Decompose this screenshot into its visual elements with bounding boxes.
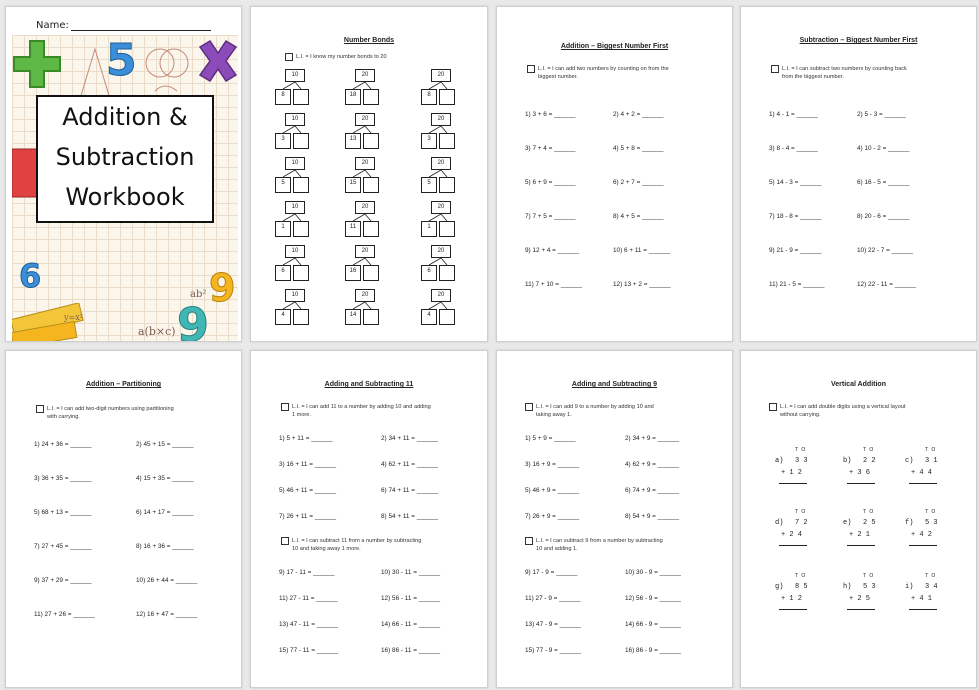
bond-connector [365,302,371,309]
addend-top: 3 3 [795,457,808,465]
li-line-2: with carrying. [47,414,80,420]
bond-connector [365,258,371,265]
bond-connector [283,302,295,309]
name-underline [71,30,211,31]
question-item: 14) 66 - 11 = ______ [381,621,441,628]
question-item: 15) 77 - 11 = ______ [279,647,339,654]
addend-top: 3 1 [925,457,938,465]
bond-part-box: 5 [275,177,291,193]
learning-intention-add [281,403,481,423]
answer-line[interactable] [779,545,807,546]
bond-connector [441,258,447,265]
bond-whole-box: 20 [431,113,451,126]
page-title: Adding and Subtracting 11 [324,381,414,388]
question-item: 8) 54 + 9 = ______ [625,513,680,520]
question-item: 9) 21 - 9 = ______ [769,247,822,254]
bond-connector [441,170,447,177]
li-line-1: L.I. = I can subtract two numbers by counting back [782,66,907,72]
question-item: 5) 68 + 13 = ______ [34,509,92,516]
question-item: 11) 21 - 5 = ______ [769,281,825,288]
bond-part-box: 13 [345,133,361,149]
add-subtract-11-page [250,350,488,688]
addend-bottom: + 4 4 [911,469,933,477]
page-title: Adding and Subtracting 9 [571,381,658,388]
tens-ones-header: T O [925,509,937,515]
bond-whole-box: 20 [431,201,451,214]
question-item: 7) 26 + 9 = ______ [525,513,580,520]
li-line-1: L.I. = I can subtract 9 from a number by subtracting [536,538,663,544]
bond-part-box: 16 [345,265,361,281]
bond-answer-box[interactable] [293,221,309,237]
bond-whole-box: 10 [285,245,305,258]
question-item: 10) 30 - 11 = ______ [381,569,441,576]
bond-connector [441,214,447,221]
addend-top: 5 3 [863,583,876,591]
question-item: 9) 17 - 9 = ______ [525,569,578,576]
question-item: 1) 24 + 36 = ______ [34,441,92,448]
tens-ones-header: T O [925,447,937,453]
bond-whole-box: 10 [285,289,305,302]
bond-whole-box: 20 [355,289,375,302]
tens-ones-header: T O [925,573,937,579]
bond-part-box: 6 [421,265,437,281]
answer-line[interactable] [909,545,937,546]
cover-title-line-1: Addition & [62,103,188,131]
question-item: 11) 27 - 9 = ______ [525,595,581,602]
question-item: 6) 74 + 11 = ______ [381,487,439,494]
addend-bottom: + 4 1 [911,595,933,603]
question-item: 16) 86 - 9 = ______ [625,647,681,654]
bond-connector [295,170,301,177]
addend-bottom: + 1 2 [781,595,803,603]
question-item: 3) 8 - 4 = ______ [769,145,818,152]
question-item: 10) 6 + 11 = ______ [613,247,671,254]
question-item: 16) 86 - 11 = ______ [381,647,441,654]
bond-answer-box[interactable] [293,177,309,193]
checkbox[interactable] [769,403,777,411]
question-item: 4) 62 + 11 = ______ [381,461,439,468]
bond-whole-box: 20 [355,201,375,214]
checkbox[interactable] [281,403,289,411]
cover-title [36,95,214,223]
bond-whole-box: 20 [355,245,375,258]
answer-line[interactable] [779,483,807,484]
number-bonds-page [250,6,488,342]
bond-answer-box[interactable] [439,265,455,281]
question-item: 12) 56 - 9 = ______ [625,595,681,602]
bond-connector [353,214,365,221]
page-title: Addition – Biggest Number First [560,43,669,50]
bond-part-box: 6 [275,265,291,281]
add-subtract-9-page [496,350,733,688]
question-item: 3) 36 + 35 = ______ [34,475,92,482]
bond-connector [295,258,301,265]
bond-connector [365,214,371,221]
bond-connector [295,82,301,89]
learning-intention [771,65,971,85]
question-item: 5) 46 + 11 = ______ [279,487,337,494]
addend-top: 2 5 [863,519,876,527]
problem-label: b) [843,457,852,465]
question-item: 15) 77 - 9 = ______ [525,647,581,654]
question-item: 2) 45 + 15 = ______ [136,441,194,448]
bond-connector [429,302,441,309]
li-line-2: 1 more. [292,412,311,418]
learning-intention-subtract [525,537,725,557]
li-line-1: L.I. = I can add two-digit numbers using partitioning [47,406,174,412]
question-item: 13) 47 - 9 = ______ [525,621,581,628]
bond-connector [365,170,371,177]
question-item: 10) 26 + 44 = ______ [136,577,198,584]
bond-connector [295,302,301,309]
question-item: 12) 56 - 11 = ______ [381,595,441,602]
vertical-addition-page [740,350,977,688]
bond-connector [429,258,441,265]
bond-part-box: 14 [345,309,361,325]
li-line-1: L.I. = I can add two numbers by counting on from the [538,66,669,72]
problem-label: h) [843,583,852,591]
question-item: 8) 16 + 36 = ______ [136,543,194,550]
bond-answer-box[interactable] [293,309,309,325]
purple-times-icon [196,39,238,93]
bond-whole-box: 20 [431,245,451,258]
question-item: 7) 7 + 5 = ______ [525,213,576,220]
learning-intention [527,65,727,85]
tens-ones-header: T O [795,509,807,515]
bond-whole-box: 20 [355,113,375,126]
learning-intention [36,405,236,425]
problem-label: g) [775,583,784,591]
bond-connector [353,82,365,89]
question-item: 1) 4 - 1 = ______ [769,111,818,118]
addend-top: 8 5 [795,583,808,591]
svg-text:6: 6 [19,257,42,291]
question-item: 4) 10 - 2 = ______ [857,145,910,152]
bond-connector [283,258,295,265]
question-item: 6) 14 + 17 = ______ [136,509,194,516]
bond-whole-box: 20 [431,289,451,302]
tens-ones-header: T O [863,573,875,579]
checkbox[interactable] [525,537,533,545]
addend-top: 5 3 [925,519,938,527]
question-item: 11) 27 - 11 = ______ [279,595,338,602]
tens-ones-header: T O [863,509,875,515]
question-item: 2) 34 + 9 = ______ [625,435,680,442]
question-item: 6) 2 + 7 = ______ [613,179,664,186]
deco-yx: y=x² [64,313,83,322]
bond-connector [365,82,371,89]
bond-connector [295,126,301,133]
li-line-1: L.I. = I can subtract 11 from a number by subtracting [292,538,422,544]
tens-ones-header: T O [863,447,875,453]
bond-answer-box[interactable] [293,265,309,281]
addend-top: 7 2 [795,519,808,527]
addend-bottom: + 3 6 [849,469,871,477]
li-line-1: L.I. = I can add double digits using a vertical layout [780,404,906,410]
question-item: 6) 16 - 5 = ______ [857,179,910,186]
question-item: 8) 54 + 11 = ______ [381,513,439,520]
bond-connector [429,170,441,177]
question-item: 9) 37 + 29 = ______ [34,577,92,584]
bond-connector [429,214,441,221]
answer-line[interactable] [909,609,937,610]
problem-label: d) [775,519,784,527]
bond-whole-box: 20 [355,157,375,170]
bond-part-box: 3 [275,133,291,149]
question-item: 9) 12 + 4 = ______ [525,247,580,254]
li-line-2: 10 and adding 1. [536,546,578,552]
question-item: 2) 34 + 11 = ______ [381,435,439,442]
bond-connector [353,302,365,309]
bond-part-box: 11 [345,221,361,237]
bond-answer-box[interactable] [363,265,379,281]
question-item: 7) 18 - 8 = ______ [769,213,822,220]
bond-connector [429,126,441,133]
checkbox[interactable] [36,405,44,413]
bond-connector [441,126,447,133]
bond-connector [441,82,447,89]
bond-part-box: 4 [275,309,291,325]
learning-intention-text: L.I. = I know my number bonds to 20 [296,54,387,60]
question-item: 5) 6 + 9 = ______ [525,179,576,186]
question-item: 3) 16 + 9 = ______ [525,461,580,468]
problem-label: i) [905,583,914,591]
li-line-1: L.I. = I can add 11 to a number by adding 10 and adding [292,404,431,410]
question-item: 4) 62 + 9 = ______ [625,461,680,468]
svg-text:9: 9 [209,267,236,307]
li-line-2: 10 and taking away 1 more. [292,546,361,552]
learning-intention-subtract [281,537,481,557]
question-item: 8) 4 + 5 = ______ [613,213,664,220]
bond-connector [283,214,295,221]
answer-line[interactable] [779,609,807,610]
name-field [36,20,211,31]
problem-label: f) [905,519,914,527]
bond-part-box: 1 [421,221,437,237]
li-line-2: taking away 1. [536,412,572,418]
answer-line[interactable] [847,609,875,610]
bond-part-box: 4 [421,309,437,325]
bond-part-box: 8 [421,89,437,105]
bond-answer-box[interactable] [293,133,309,149]
teal-nine-icon [176,297,216,345]
question-item: 11) 27 + 26 = ______ [34,611,95,618]
bond-connector [365,126,371,133]
bond-whole-box: 20 [355,69,375,82]
bond-whole-box: 10 [285,201,305,214]
question-item: 2) 5 - 3 = ______ [857,111,906,118]
bond-answer-box[interactable] [439,177,455,193]
bond-answer-box[interactable] [439,133,455,149]
question-item: 8) 20 - 6 = ______ [857,213,910,220]
question-item: 7) 26 + 11 = ______ [279,513,337,520]
learning-intention-add [525,403,725,423]
bond-answer-box[interactable] [363,89,379,105]
tens-ones-header: T O [795,573,807,579]
question-item: 12) 16 + 47 = ______ [136,611,198,618]
bond-part-box: 18 [345,89,361,105]
deco-ab: ab² [190,289,207,300]
deco-axc: a(b×c) [138,325,176,338]
bond-whole-box: 10 [285,113,305,126]
question-item: 1) 5 + 9 = ______ [525,435,576,442]
name-label: Name: [36,20,69,31]
bond-connector [283,126,295,133]
addend-bottom: + 1 2 [781,469,803,477]
question-item: 1) 3 + 6 = ______ [525,111,576,118]
problem-label: c) [905,457,914,465]
bond-connector [283,170,295,177]
problem-label: a) [775,457,784,465]
bond-whole-box: 20 [431,157,451,170]
addend-bottom: + 2 4 [781,531,803,539]
page-title: Vertical Addition [831,381,886,388]
bond-connector [441,302,447,309]
green-plus-icon [12,39,62,89]
question-item: 12) 22 - 11 = ______ [857,281,917,288]
question-item: 3) 16 + 11 = ______ [279,461,337,468]
question-item: 12) 13 + 2 = ______ [613,281,671,288]
bond-answer-box[interactable] [363,133,379,149]
cover-title-line-2: Subtraction [55,143,195,171]
svg-text:5: 5 [106,37,137,81]
question-item: 13) 47 - 11 = ______ [279,621,339,628]
bond-part-box: 3 [421,133,437,149]
question-item: 3) 7 + 4 = ______ [525,145,576,152]
answer-line[interactable] [847,483,875,484]
addend-bottom: + 2 1 [849,531,871,539]
bond-answer-box[interactable] [363,221,379,237]
svg-text:9: 9 [177,298,210,345]
bond-part-box: 15 [345,177,361,193]
tens-ones-header: T O [795,447,807,453]
question-item: 7) 27 + 45 = ______ [34,543,92,550]
li-line-2: biggest number. [538,74,578,80]
cover-page [5,6,242,345]
addition-biggest-page [496,6,733,342]
bond-answer-box[interactable] [363,309,379,325]
learning-intention [769,403,974,423]
question-item: 1) 5 + 11 = ______ [279,435,333,442]
question-item: 14) 66 - 9 = ______ [625,621,681,628]
bond-answer-box[interactable] [439,221,455,237]
bond-part-box: 1 [275,221,291,237]
bond-connector [353,170,365,177]
yellow-ruler [12,303,92,342]
bond-connector [295,214,301,221]
checkbox[interactable] [527,65,535,73]
li-line-2: without carrying. [780,412,821,418]
question-item: 5) 46 + 9 = ______ [525,487,580,494]
question-item: 11) 7 + 10 = ______ [525,281,583,288]
bond-whole-box: 10 [285,69,305,82]
bond-connector [429,82,441,89]
page-title: Subtraction – Biggest Number First [799,37,918,44]
page-title: Number Bonds [343,37,395,44]
question-item: 4) 5 + 8 = ______ [613,145,664,152]
addend-bottom: + 2 5 [849,595,871,603]
cover-title-line-3: Workbook [65,183,185,211]
addend-top: 2 2 [863,457,876,465]
bond-part-box: 8 [275,89,291,105]
bond-connector [283,82,295,89]
checkbox[interactable] [771,65,779,73]
problem-label: e) [843,519,852,527]
question-item: 5) 14 - 3 = ______ [769,179,822,186]
bond-whole-box: 20 [431,69,451,82]
addend-bottom: + 4 2 [911,531,933,539]
question-item: 2) 4 + 2 = ______ [613,111,664,118]
bond-connector [353,258,365,265]
subtraction-biggest-page [740,6,977,342]
bond-part-box: 5 [421,177,437,193]
bond-answer-box[interactable] [293,89,309,105]
bond-connector [353,126,365,133]
partitioning-page [5,350,242,688]
question-item: 10) 22 - 7 = ______ [857,247,913,254]
li-line-2: from the biggest number. [782,74,844,80]
bond-whole-box: 10 [285,157,305,170]
bond-answer-box[interactable] [439,89,455,105]
bond-answer-box[interactable] [439,309,455,325]
answer-line[interactable] [909,483,937,484]
addend-top: 3 4 [925,583,938,591]
question-item: 4) 15 + 35 = ______ [136,475,194,482]
answer-line[interactable] [847,545,875,546]
question-item: 10) 30 - 9 = ______ [625,569,681,576]
blue-six-icon [18,257,44,291]
checkbox[interactable] [525,403,533,411]
checkbox[interactable] [281,537,289,545]
question-item: 6) 74 + 9 = ______ [625,487,680,494]
bond-answer-box[interactable] [363,177,379,193]
question-item: 9) 17 - 11 = ______ [279,569,335,576]
li-line-1: L.I. = I can add 9 to a number by adding 10 and [536,404,654,410]
page-title: Addition – Partitioning [85,381,162,388]
